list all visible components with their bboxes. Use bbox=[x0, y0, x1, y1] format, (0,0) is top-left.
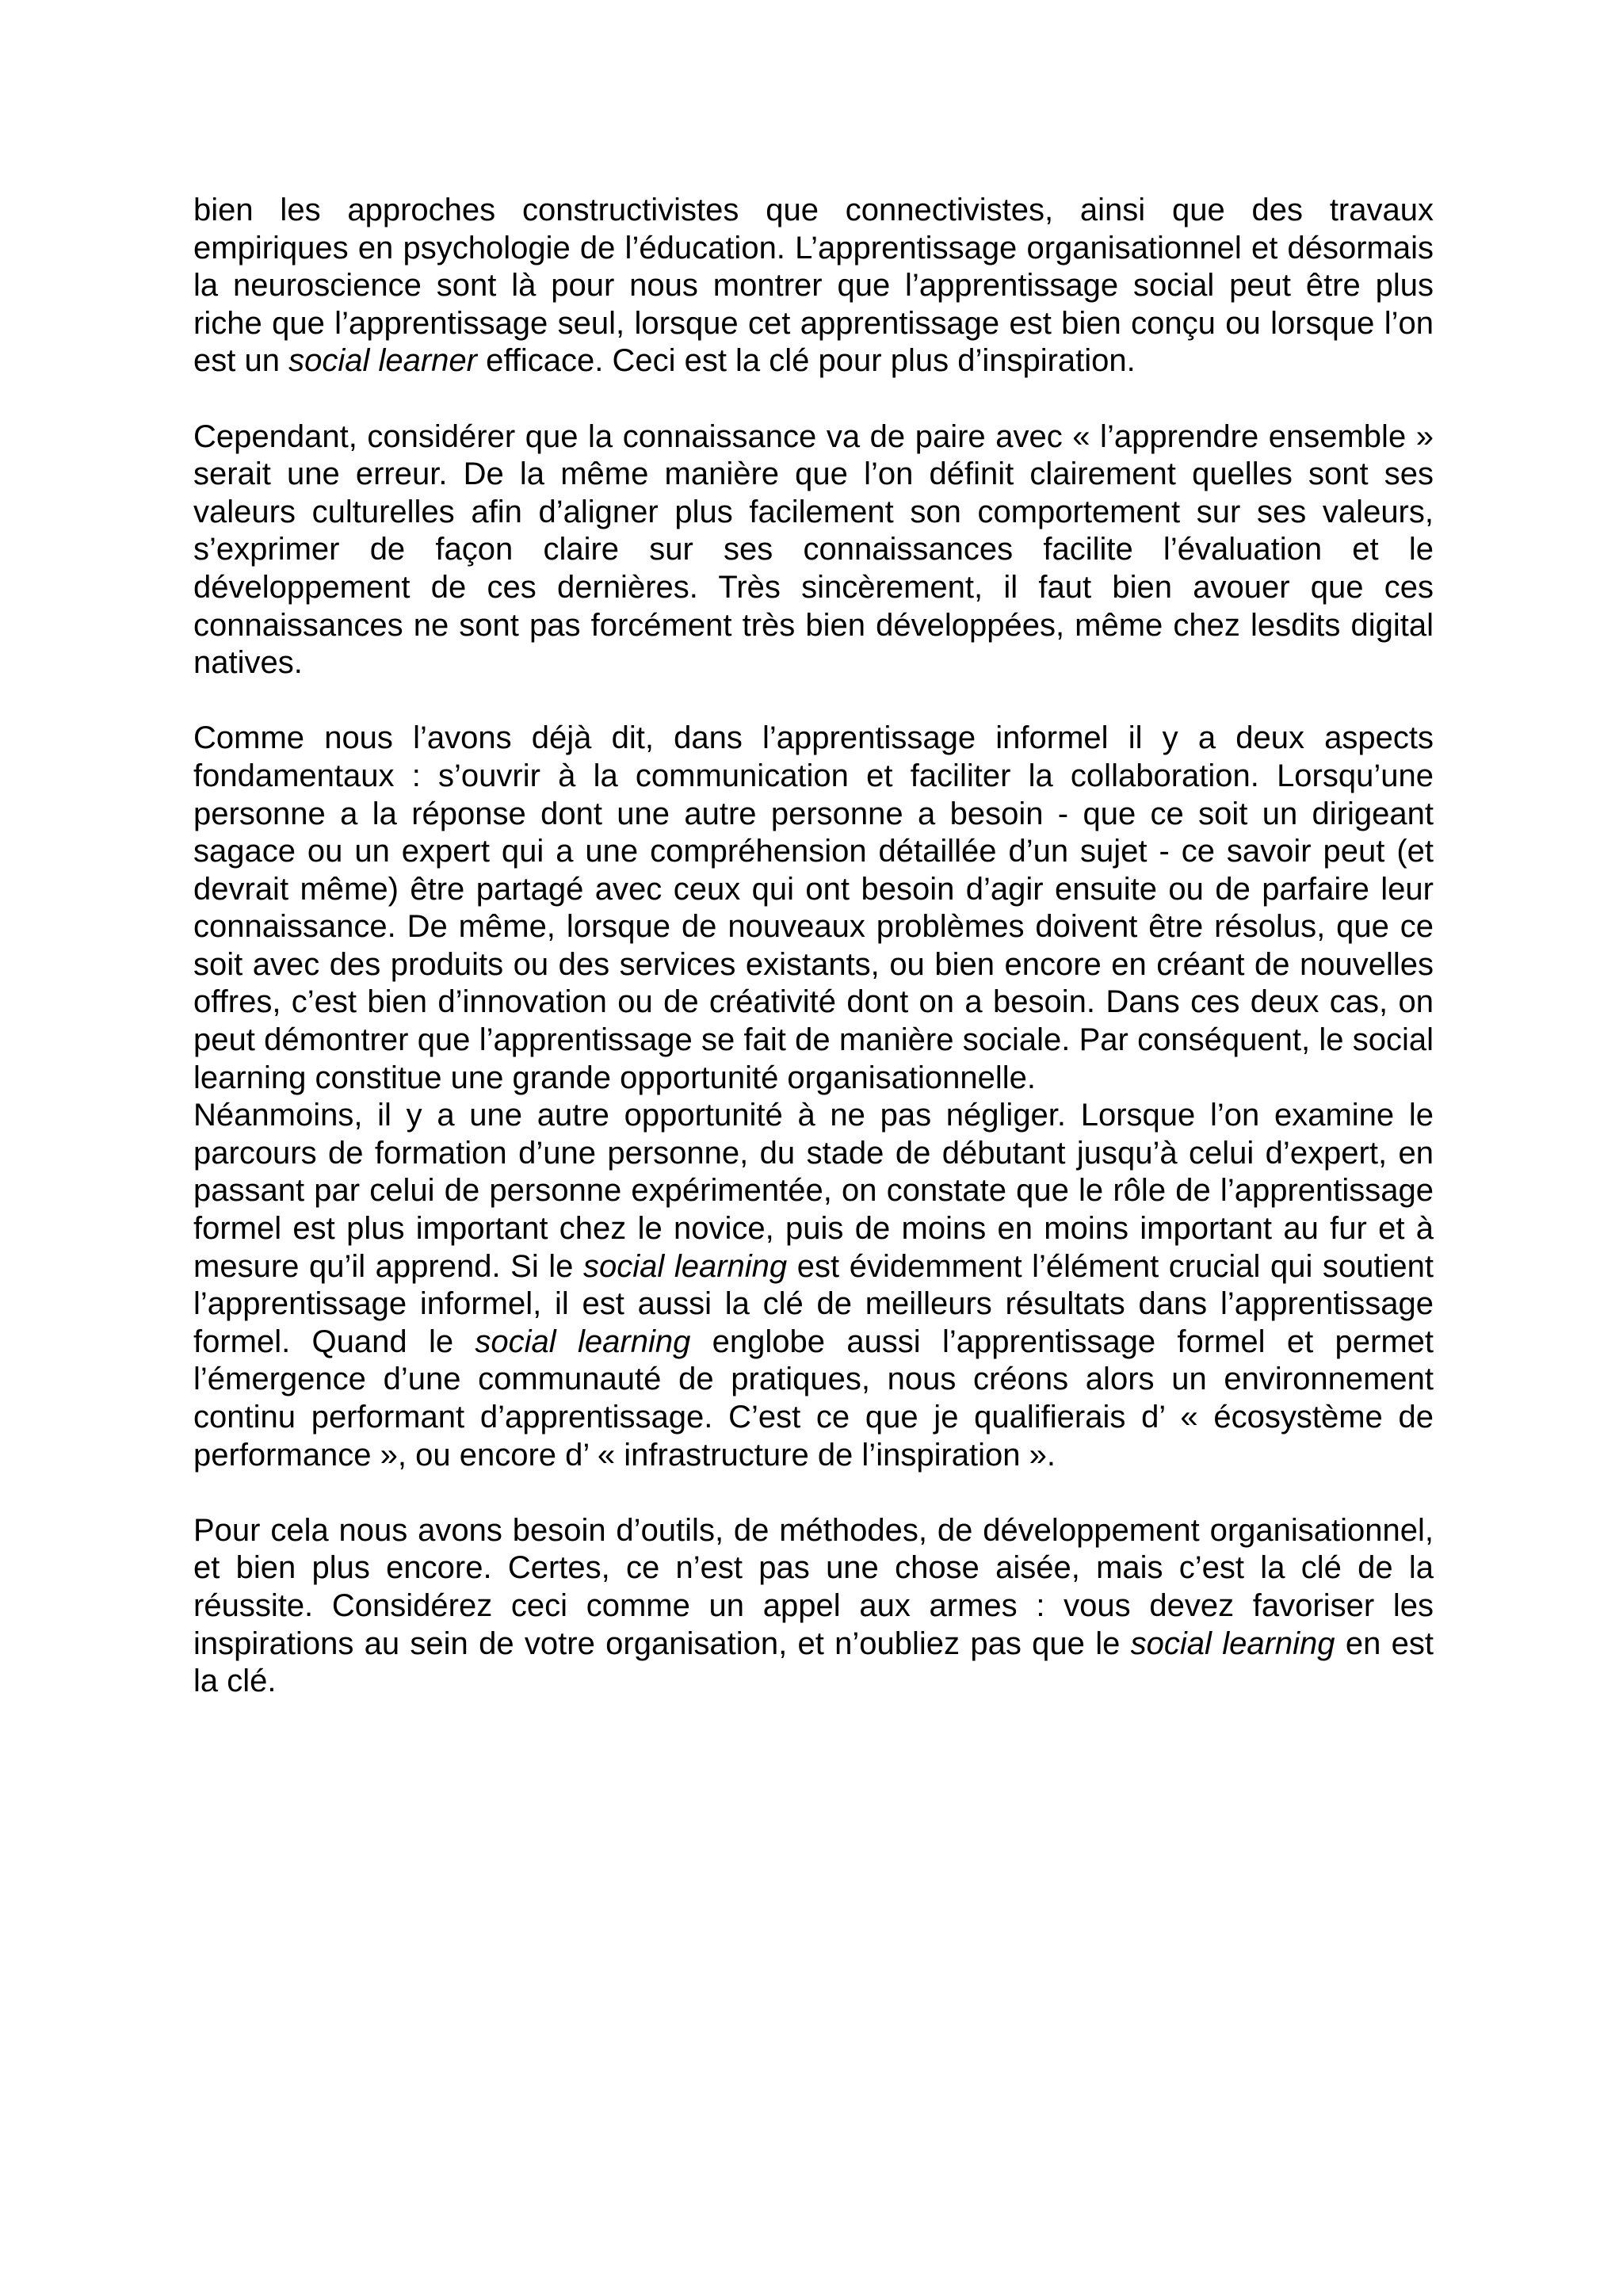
text-segment: bien les approches constructivistes que connectivistes, ainsi que des travaux empiriques en psychologie de l’éducation. L’apprentissage organisationnel et désormais la neuroscience sont là pour nous montrer que l’apprentissage social peut être plus riche que l’apprentissage seul, lorsque cet apprentissage est bien conçu ou lorsque l’on est un bbox=[193, 193, 1434, 379]
text-segment: Cependant, considérer que la connaissance va de paire avec « l’apprendre ensemble » serait une erreur. De la même manière que l’on définit clairement quelles sont ses valeurs culturelles afin d’aligner plus facilement son comportement sur ses valeurs, s’exprimer de façon claire sur ses connaissances facilite l’évaluation et le développement de ces dernières. Très sincèrement, il faut bien avouer que ces connaissances ne sont pas forcément très bien développées, même chez lesdits digital natives. bbox=[193, 418, 1434, 681]
text-segment: Néanmoins, il y a une autre opportunité à ne pas négliger. Lorsque l’on examine le parcours de formation d’une personne, du stade de débutant jusqu’à celui d’expert, en passant par celui de personne expérimentée, on constate que le rôle de l’apprentissage formel est plus important chez le novice, puis de moins en moins important au fur et à mesure qu’il apprend. Si le bbox=[193, 1098, 1434, 1284]
text-segment: efficace. Ceci est la clé pour plus d’inspiration. bbox=[476, 343, 1136, 379]
paragraph-4 bbox=[193, 1097, 1434, 1474]
paragraph-3 bbox=[193, 720, 1434, 1097]
text-segment: Pour cela nous avons besoin d’outils, de méthodes, de développement organisationnel, et bien plus encore. Certes, ce n’est pas une chose aisée, mais c’est la clé de la réussite. Considérez ceci comme un appel aux armes : vous devez favoriser les inspirations au sein de votre organisation, et n’oubliez pas que le bbox=[193, 1512, 1434, 1661]
text-segment: est évidemment l’élément crucial qui soutient l’apprentissage informel, il est aussi la clé de meilleurs résultats dans l’apprentissage formel. Quand le bbox=[193, 1248, 1434, 1359]
italic-term: social learning bbox=[583, 1248, 788, 1284]
text-segment: englobe aussi l’apprentissage formel et permet l’émergence d’une communauté de pratiques, nous créons alors un environnement continu performant d’apprentissage. C’est ce que je qualifierais d’ « écosystème de performance », ou encore d’ « infrastructure de l’inspiration ». bbox=[193, 1324, 1434, 1473]
paragraph-5 bbox=[193, 1512, 1434, 1701]
italic-term: social learning bbox=[1130, 1626, 1335, 1661]
text-segment: Comme nous l’avons déjà dit, dans l’apprentissage informel il y a deux aspects fondamentaux : s’ouvrir à la communication et faciliter la collaboration. Lorsqu’une personne a la réponse dont une autre personne a besoin - que ce soit un dirigeant sagace ou un expert qui a une compréhension détaillée d’un sujet - ce savoir peut (et devrait même) être partagé avec ceux qui ont besoin d’agir ensuite ou de parfaire leur connaissance. De même, lorsque de nouveaux problèmes doivent être résolus, que ce soit avec des produits ou des services existants, ou bien encore en créant de nouvelles offres, c’est bien d’innovation ou de créativité dont on a besoin. Dans ces deux cas, on peut démontrer que l’apprentissage se fait de manière sociale. Par conséquent, le social learning constitue une grande opportunité organisationnelle. bbox=[193, 720, 1434, 1095]
paragraph-1 bbox=[193, 192, 1434, 380]
italic-term: social learning bbox=[475, 1324, 691, 1359]
text-segment: en est la clé. bbox=[193, 1626, 1434, 1699]
paragraph-2 bbox=[193, 418, 1434, 682]
italic-term: social learner bbox=[288, 343, 477, 379]
body-text bbox=[193, 192, 1434, 1738]
